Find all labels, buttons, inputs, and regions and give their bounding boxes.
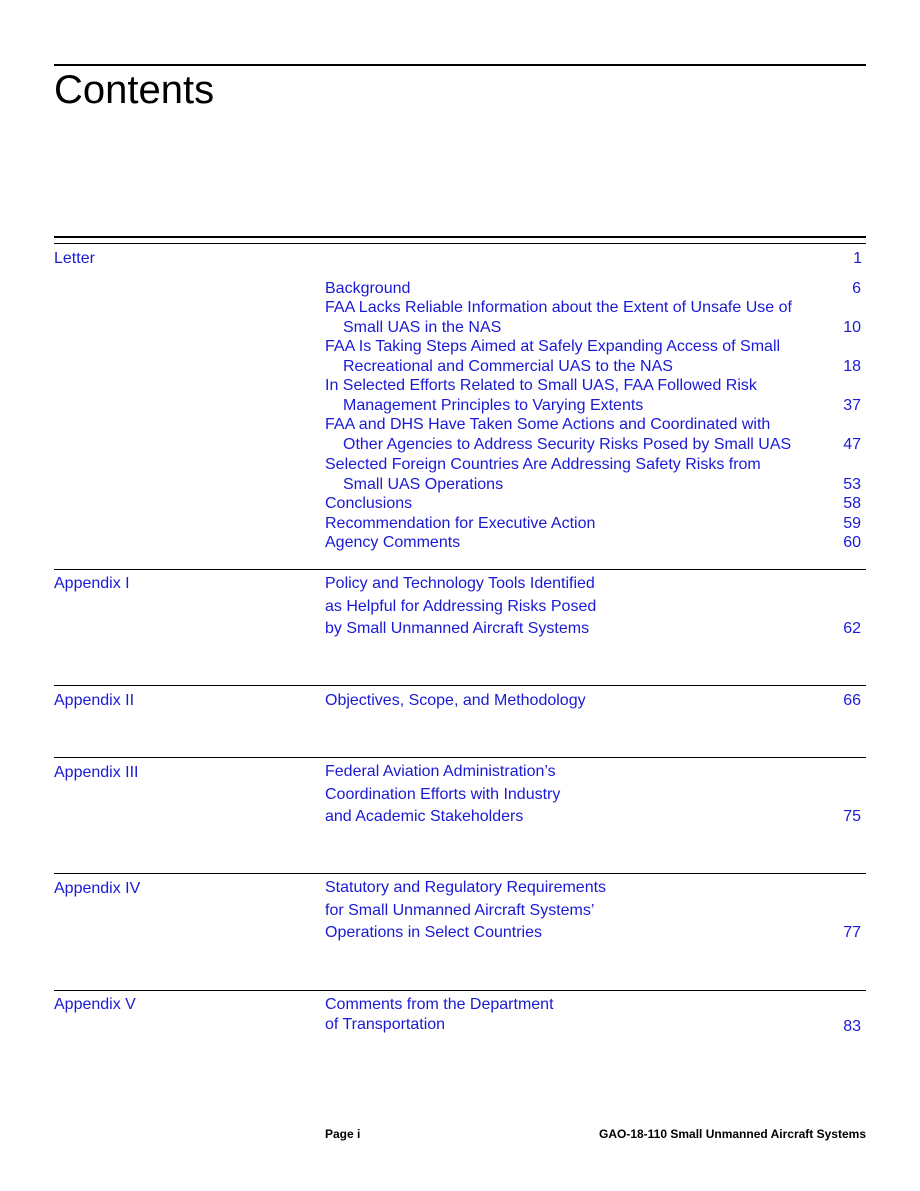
appendix-divider [54,757,866,758]
appendix-divider [54,569,866,570]
toc-appendix-label[interactable]: Appendix IV [54,880,141,897]
toc-item-background[interactable]: Background 6 [325,280,861,297]
toc-item-expanding-access[interactable]: FAA Is Taking Steps Aimed at Safely Expanding Access of Small Recreational and Commercial UAS to the NAS 18 [325,338,861,375]
toc-item-agency-comments[interactable]: Agency Comments 60 [325,534,861,551]
appendix-divider [54,685,866,686]
toc-item-risk-management[interactable]: In Selected Efforts Related to Small UAS, FAA Followed Risk Management Principles to Varying Extents 37 [325,377,861,414]
toc-appendix-label[interactable]: Appendix V [54,996,136,1013]
toc-item-unsafe-use[interactable]: FAA Lacks Reliable Information about the Extent of Unsafe Use of Small UAS in the NAS 10 [325,299,861,336]
toc-item-conclusions[interactable]: Conclusions 58 [325,495,861,512]
toc-appendix-label[interactable]: Appendix I [54,575,130,592]
toc-item-foreign-countries[interactable]: Selected Foreign Countries Are Addressing Safety Risks from Small UAS Operations 53 [325,456,861,493]
toc-appendix-entry[interactable]: Comments from the Department of Transportation 83 [325,996,861,1035]
toc-appendix-entry[interactable]: Policy and Technology Tools Identified as Helpful for Addressing Risks Posed by Small Unmanned Aircraft Systems 62 [325,575,861,637]
toc-letter-page[interactable]: 1 [853,250,862,267]
toc-appendix-entry[interactable]: Objectives, Scope, and Methodology 66 [325,692,861,709]
toc-appendix-label[interactable]: Appendix III [54,764,139,781]
toc-appendix-entry[interactable]: Statutory and Regulatory Requirements for Small Unmanned Aircraft Systems’ Operations in Select Countries 77 [325,879,861,941]
appendix-divider [54,873,866,874]
toc-letter-link[interactable]: Letter [54,250,95,267]
toc-appendix-label[interactable]: Appendix II [54,692,135,709]
footer-report-title: GAO-18-110 Small Unmanned Aircraft Systems [599,1127,866,1141]
toc-rule [54,243,866,244]
page-title: Contents [54,68,215,112]
toc-item-security-risks[interactable]: FAA and DHS Have Taken Some Actions and Coordinated with Other Agencies to Address Security Risks Posed by Small UAS 47 [325,416,861,453]
appendix-divider [54,990,866,991]
toc-appendix-entry[interactable]: Federal Aviation Administration’s Coordination Efforts with Industry and Academic Stakeholders 75 [325,763,861,825]
toc-top-rule [54,236,866,238]
footer-page-number: Page i [325,1127,361,1141]
toc-item-recommendation[interactable]: Recommendation for Executive Action 59 [325,515,861,532]
